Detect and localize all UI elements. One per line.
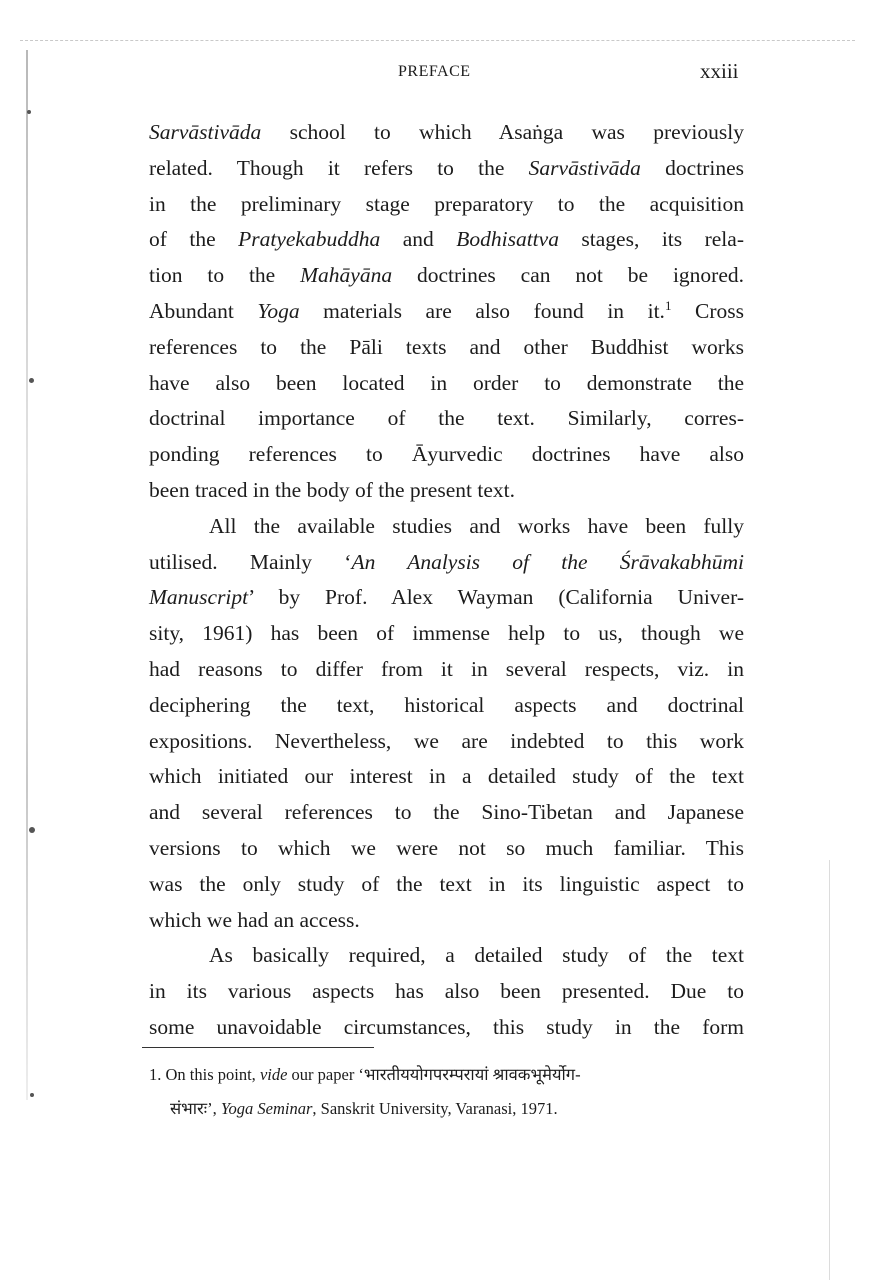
text-run: school to which Asaṅga was previously [261, 120, 744, 144]
text-line [149, 115, 744, 151]
text-line: have also been located in order to demonstrate the [149, 370, 744, 395]
text-line: in the preliminary stage preparatory to the acquisition [149, 191, 744, 216]
text-line: versions to which we were not so much familiar. This [149, 835, 744, 860]
text-line [149, 258, 744, 294]
paragraph-1 [149, 115, 744, 509]
text-run: our paper ‘भारतीययोगपरम्परायां श्रावकभूमेर्योग- [287, 1065, 581, 1084]
text-run: Cross [671, 298, 744, 323]
page-number: xxiii [700, 59, 739, 83]
text-line: had reasons to differ from it in several respects, viz. in [149, 656, 744, 681]
text-line: which we had an access. [149, 907, 360, 932]
text-line: expositions. Nevertheless, we are indebted to this work [149, 728, 744, 753]
italic-term: Bodhisattva [456, 227, 559, 252]
footnote-line [149, 1092, 749, 1126]
text-line: in its various aspects has also been presented. Due to [149, 979, 744, 1004]
italic-term: Pratyekabuddha [238, 227, 381, 252]
paragraph-3 [149, 938, 744, 1045]
scan-speck [27, 110, 31, 114]
text-run: संभारः’, [170, 1099, 221, 1118]
text-run: ’ by Prof. Alex Wayman (California Univer- [248, 585, 744, 610]
text-line: sity, 1961) has been of immense help to us, though we [149, 621, 744, 646]
text-line: been traced in the body of the present text. [149, 477, 515, 502]
text-run: On this point, [165, 1065, 260, 1084]
scan-edge-right [829, 860, 830, 1280]
text-line [149, 580, 744, 616]
text-run: stages, its rela- [558, 227, 744, 252]
text-line [149, 294, 744, 330]
text-line [149, 222, 744, 258]
text-line: references to the Pāli texts and other Buddhist works [149, 334, 744, 359]
text-run: related. Though it refers to the [149, 155, 529, 180]
scan-edge-top [20, 40, 855, 41]
paragraph-2 [149, 509, 744, 939]
text-line: doctrinal importance of the text. Similarly, corres- [149, 406, 744, 431]
text-line: and several references to the Sino-Tibetan and Japanese [149, 800, 744, 825]
footnote-marker[interactable]: 1 [664, 297, 672, 313]
text-line: As basically required, a detailed study of the text [209, 943, 744, 968]
text-run: doctrines [640, 155, 744, 180]
scan-speck [29, 378, 34, 383]
running-head: PREFACE [398, 63, 471, 80]
text-run: Abundant [149, 298, 258, 323]
text-line [149, 151, 744, 187]
italic-title: An Analysis of the Śrāvakabhūmi [351, 549, 744, 574]
italic-term: Yoga [257, 298, 300, 323]
text-line: ponding references to Āyurvedic doctrines have also [149, 442, 744, 467]
page-header [0, 59, 875, 87]
text-line: some unavoidable circumstances, this study in the form [149, 1014, 744, 1039]
text-line: deciphering the text, historical aspects and doctrinal [149, 692, 744, 717]
italic-title: Yoga Seminar [220, 1099, 313, 1118]
footnote-line [149, 1058, 749, 1092]
text-run: of the [149, 227, 239, 252]
text-line: All the available studies and works have been fully [209, 513, 744, 538]
scan-speck [30, 1093, 34, 1097]
body-text [149, 115, 744, 1046]
italic-term: Sarvāstivāda [149, 120, 262, 144]
footnote-rule [142, 1047, 374, 1048]
italic-term: Mahāyāna [300, 263, 393, 288]
text-line: was the only study of the text in its linguistic aspect to [149, 871, 744, 896]
text-line [149, 545, 744, 581]
italic-term: Sarvāstivāda [528, 155, 641, 180]
text-run: tion to the [149, 263, 301, 288]
text-run: doctrines can not be ignored. [392, 263, 745, 288]
italic-term: vide [259, 1065, 288, 1084]
scan-speck [29, 827, 35, 833]
footnote [149, 1058, 749, 1126]
footnote-number: 1. [149, 1065, 166, 1084]
italic-title: Manuscript [149, 585, 249, 610]
text-run: utilised. Mainly ‘ [149, 549, 352, 574]
text-line: which initiated our interest in a detailed study of the text [149, 764, 744, 789]
text-run: and [380, 227, 457, 252]
text-run: , Sanskrit University, Varanasi, 1971. [312, 1099, 558, 1118]
text-run: materials are also found in it. [299, 298, 665, 323]
scan-binding-edge [26, 50, 28, 1100]
